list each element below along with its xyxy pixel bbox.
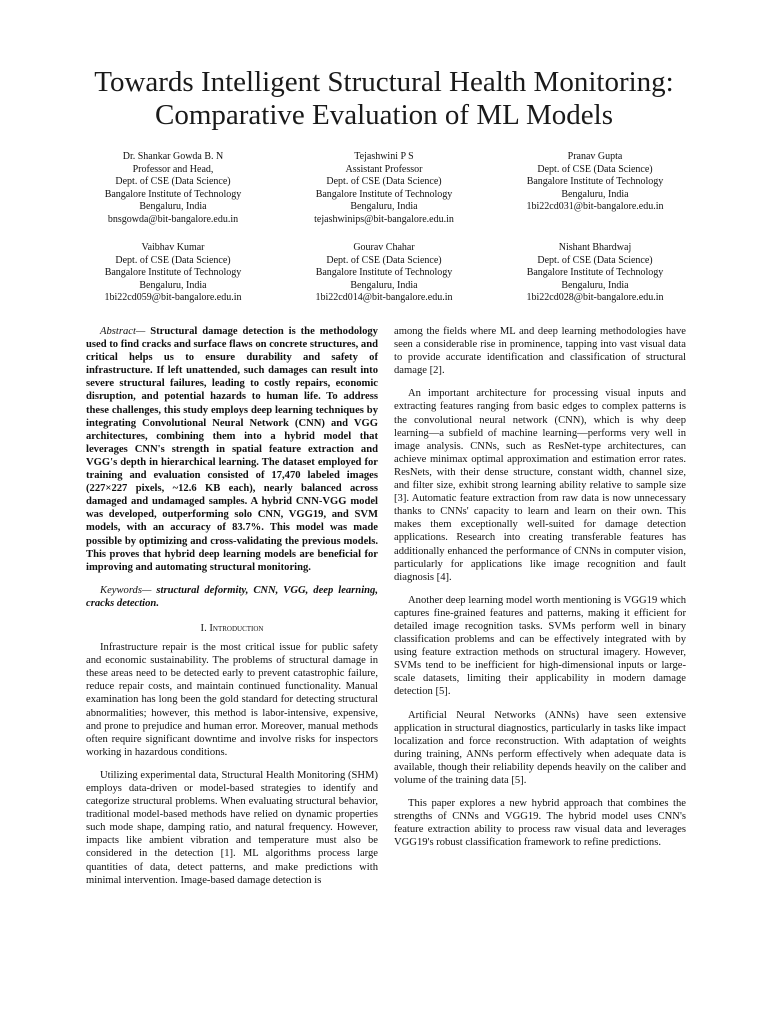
paper-title	[40, 66, 728, 132]
author-affiliation-line: Bangalore Institute of Technology	[104, 188, 242, 200]
title-line-2: Comparative Evaluation of ML Models	[155, 99, 613, 131]
author-email: 1bi22cd014@bit-bangalore.edu.in	[315, 292, 453, 304]
author-email: 1bi22cd028@bit-bangalore.edu.in	[526, 292, 664, 304]
author-affiliation-line: Dept. of CSE (Data Science)	[537, 163, 653, 175]
author-affiliation-line: Bangalore Institute of Technology	[104, 267, 242, 279]
section-heading-introduction: I. Introduction	[200, 622, 264, 634]
right-column	[394, 325, 686, 859]
body-paragraph: Artificial Neural Networks (ANNs) have seen extensive application in structural diagnostics, particularly in tasks like impact localization and force reconstruction. With adaptation of weights during training, ANNs perform effectively when adequate data is available, though their reliability depends heavily on the caliber and volume of the training data [5].	[394, 709, 686, 786]
left-column	[86, 325, 378, 897]
author-name: Dr. Shankar Gowda B. N	[122, 151, 224, 162]
body-paragraph-continued: among the fields where ML and deep learning methodologies have seen a considerable rise in prominence, tapping into vast visual data to provide accurate identification and classification of structural damage [2].	[394, 326, 686, 377]
author-affiliation-line: Dept. of CSE (Data Science)	[115, 176, 231, 188]
author-affiliation-line: Bengaluru, India	[139, 201, 207, 213]
author-name: Gourav Chahar	[353, 242, 415, 253]
author-email: tejashwinips@bit-bangalore.edu.in	[314, 213, 454, 225]
keywords-text: structural deformity, CNN, VGG, deep learning, cracks detection.	[86, 584, 378, 609]
body-paragraph: Another deep learning model worth mentioning is VGG19 which captures fine-grained features and patterns, making it efficient for detailed image recognition tasks. SVMs perform well in binary classification problems and can be effectively integrated with by using feature extraction methods on structural imagery. However, SVMs tend to be inefficient for high-dimensional inputs or large-scale datasets, limiting their applicability in modern damage detection [5].	[394, 594, 686, 698]
author-email: 1bi22cd059@bit-bangalore.edu.in	[104, 292, 242, 304]
author-block	[490, 242, 700, 305]
keywords	[86, 584, 378, 610]
author-block	[68, 242, 278, 305]
author-affiliation-line: Dept. of CSE (Data Science)	[537, 254, 653, 266]
author-email: bnsgowda@bit-bangalore.edu.in	[107, 213, 239, 225]
body-paragraph: This paper explores a new hybrid approach that combines the strengths of CNNs and VGG19. The hybrid model uses CNN's feature extraction ability to process raw visual data and leverages VGG19's robust classification framework to refine predictions.	[394, 798, 686, 849]
author-affiliation-line: Bangalore Institute of Technology	[315, 188, 453, 200]
author-affiliation-line: Bengaluru, India	[561, 188, 629, 200]
author-name: Tejashwini P S	[354, 151, 414, 162]
author-email: 1bi22cd031@bit-bangalore.edu.in	[526, 201, 664, 213]
abstract-label: Abstract—	[100, 326, 146, 337]
author-affiliation-line: Bengaluru, India	[139, 279, 207, 291]
author-affiliation-line: Dept. of CSE (Data Science)	[326, 176, 442, 188]
author-affiliation-line: Bengaluru, India	[350, 279, 418, 291]
author-block	[68, 151, 278, 227]
body-paragraph: Infrastructure repair is the most critical issue for public safety and economic sustainability. The problems of structural damage in these areas need to be detected early to prevent catastrophic failure, reduce repair costs, and maintain continued functionality. Manual examination has long been the gold standard for detecting structural abnormalities; however, this method is labor-intensive, expensive, and prone to prejudice and human error. Moreover, manual methods often require significant downtime and involve risks for inspectors working in hazardous conditions.	[86, 642, 378, 758]
author-block	[279, 242, 489, 305]
author-affiliation-line: Dept. of CSE (Data Science)	[326, 254, 442, 266]
author-block	[279, 151, 489, 227]
title-line-1: Towards Intelligent Structural Health Monitoring:	[94, 66, 674, 98]
author-affiliation-line: Bangalore Institute of Technology	[315, 267, 453, 279]
keywords-label: Keywords—	[100, 584, 152, 596]
author-affiliation-line: Bengaluru, India	[350, 201, 418, 213]
author-name: Vaibhav Kumar	[141, 242, 205, 253]
author-affiliation-line: Bangalore Institute of Technology	[526, 267, 664, 279]
author-name: Pranav Gupta	[567, 151, 623, 162]
body-paragraph: Utilizing experimental data, Structural Health Monitoring (SHM) employs data-driven or model-based strategies to identify and categorize structural problems. When evaluating structural behavior, traditional model-based methods have relied on dynamic properties such mode shape, damping ratio, and natural frequency. However, impacts like ambient vibration and temperature must also be considered in the detection [1]. ML algorithms process large quantities of data, detect patterns, and make predictions with minimal intervention. Image-based damage detection is	[86, 769, 378, 886]
author-row-2	[68, 242, 700, 305]
author-row-1	[68, 151, 700, 227]
abstract-text: Structural damage detection is the methodology used to find cracks and surface flaws on concrete structures, and critical helps us to ensure durability and safety of infrastructure. If left unattended, such damages can result into severe structural failures, leading to costly repairs, economic disruption, and potential hazards to human life. To address these challenges, this study employs deep learning techniques by integrating Convolutional Neural Network (CNN) and VGG architectures, combining them into a hybrid model that leverages CNN's strength in spatial feature extraction and VGG's depth in hierarchical learning. The dataset employed for training and evaluation consisted of 17,470 labeled images (227×227 pixels, ~12.6 KB each), nearly balanced across damaged and undamaged samples. A hybrid CNN-VGG model was developed, outperforming solo CNN, VGG19, and SVM models, with an accuracy of 83.7%. This model was made possible by optimizing and cross-validating the previous models. This proves that hybrid deep learning models are beneficial for improving and automating structural monitoring.	[86, 326, 378, 573]
author-affiliation-line: Dept. of CSE (Data Science)	[115, 254, 231, 266]
author-affiliation-line: Bengaluru, India	[561, 279, 629, 291]
author-affiliation-line: Professor and Head,	[132, 163, 214, 175]
author-affiliation-line: Assistant Professor	[345, 163, 423, 175]
author-name: Nishant Bhardwaj	[558, 242, 632, 253]
author-affiliation-line: Bangalore Institute of Technology	[526, 176, 664, 188]
author-block	[490, 151, 700, 227]
body-paragraph: An important architecture for processing visual inputs and extracting features ranging from basic edges to complex patterns is the convolutional neural network (CNN), which is why deep learning—a subfield of machine learning—performs very well in image analysis. CNNs, such as ResNet-type architectures, can achieve minimax optimal approximation and estimation error rates. ResNets, with their dense structure, constant width, channel size, and filter size, exhibit strong learning ability relative to sample size [3]. Automatic feature extraction from raw data is now unnecessary thanks to CNNs' capacity to learn and learn on their own. This makes them exceptionally well-suited for damage detection applications. Research into creating transferable features has additionally enhanced the performance of CNNs in computer vision, particularly for applications like image recognition and fault diagnosis [4].	[394, 388, 686, 583]
abstract	[86, 325, 378, 574]
